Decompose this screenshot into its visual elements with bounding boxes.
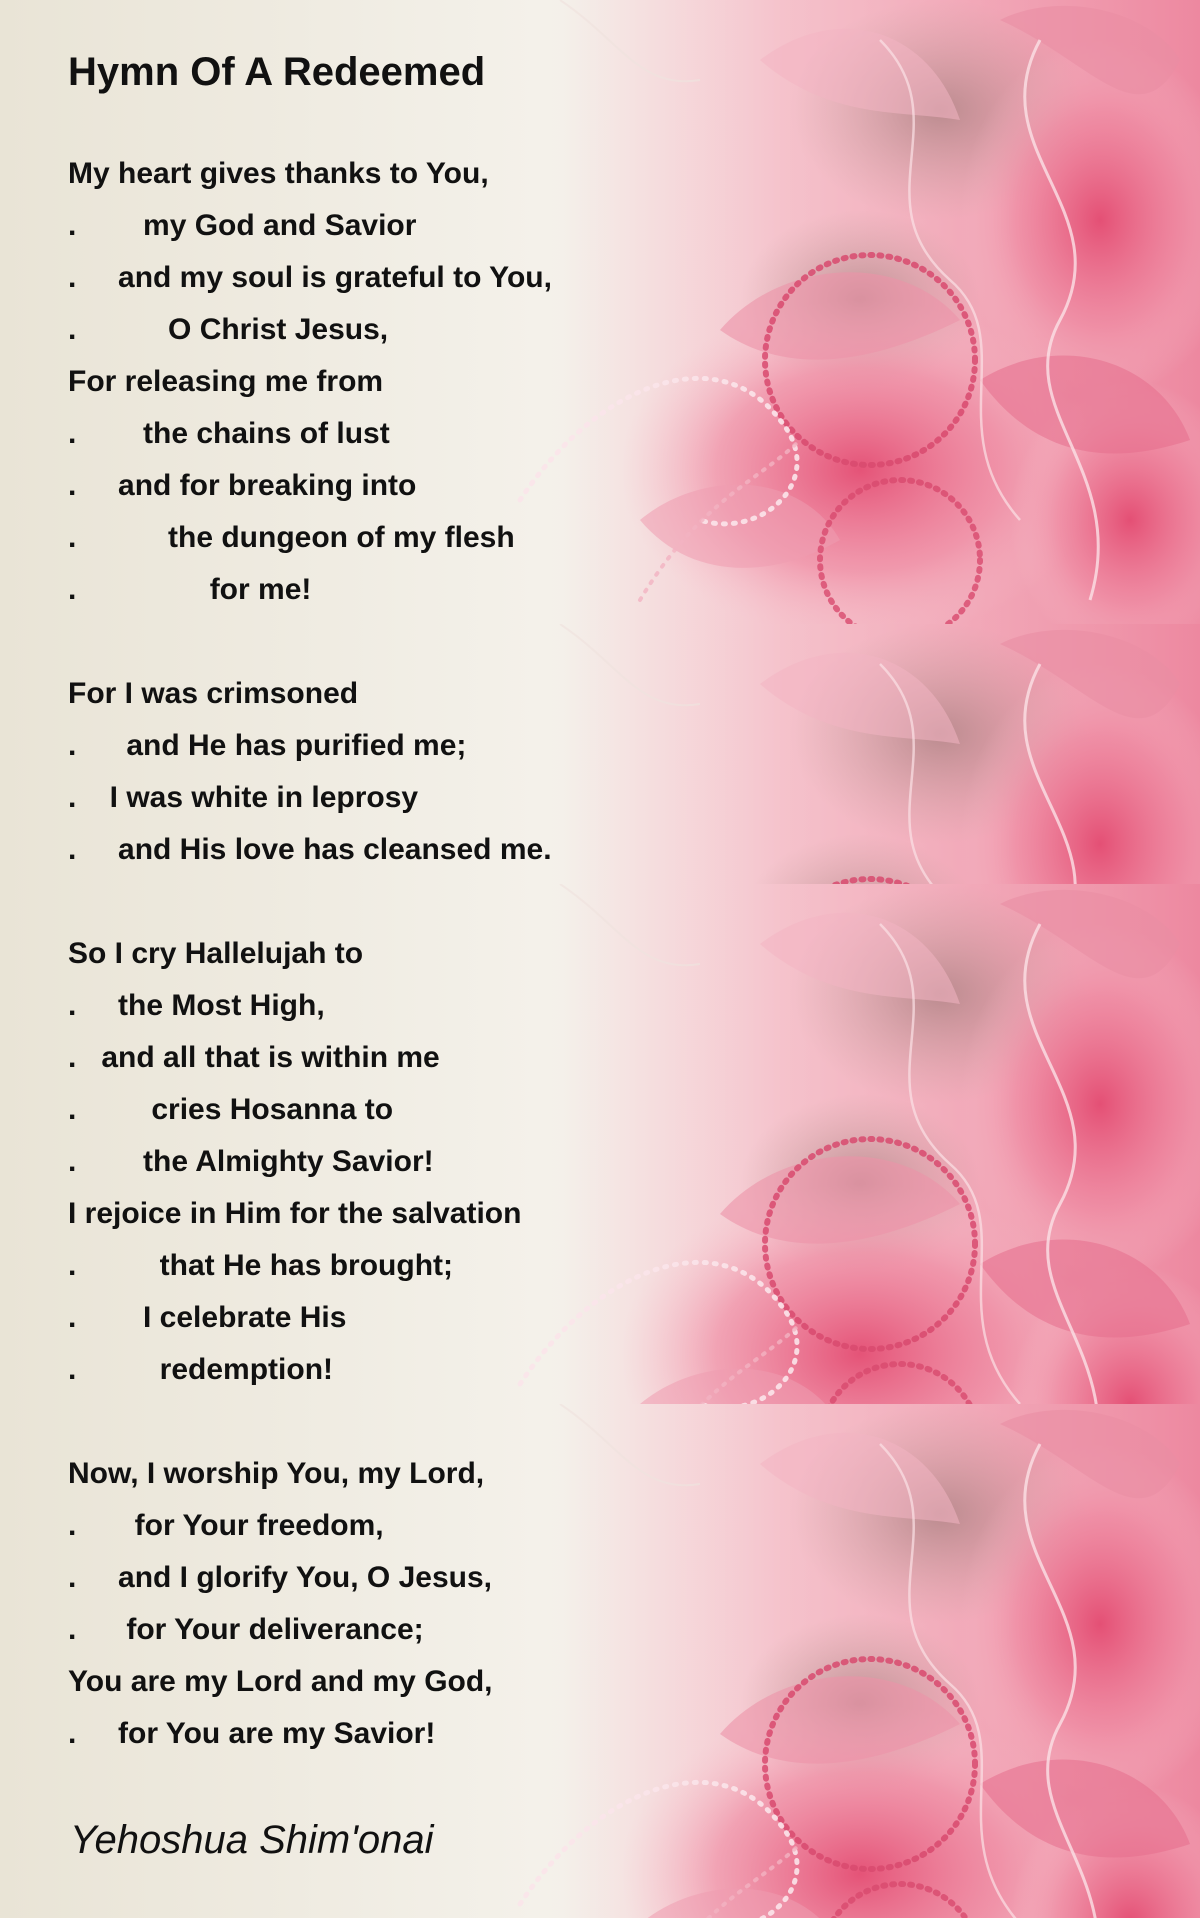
poem-line: . and I glorify You, O Jesus, — [68, 1561, 492, 1594]
poem-line: . and His love has cleansed me. — [68, 833, 552, 866]
poem-line: . and He has purified me; — [68, 729, 467, 762]
poem-line: . my God and Savior — [68, 209, 417, 242]
stanza-3 — [68, 928, 521, 1396]
poem-line: . for You are my Savior! — [68, 1717, 436, 1750]
poem-line: My heart gives thanks to You, — [68, 157, 489, 190]
poem-author: Yehoshua Shim'onai — [70, 1818, 434, 1862]
poem-line: . for Your freedom, — [68, 1509, 384, 1542]
poem-line: . the Almighty Savior! — [68, 1145, 434, 1178]
poem-line: . the dungeon of my flesh — [68, 521, 515, 554]
poem-line: Now, I worship You, my Lord, — [68, 1457, 485, 1490]
stanza-2 — [68, 668, 552, 876]
poem-line: You are my Lord and my God, — [68, 1665, 493, 1698]
poem-line: So I cry Hallelujah to — [68, 937, 364, 970]
poem-title: Hymn Of A Redeemed — [68, 50, 486, 94]
poem-line: . the Most High, — [68, 989, 325, 1022]
poem-line: . for Your deliverance; — [68, 1613, 424, 1646]
poem-line: . and for breaking into — [68, 469, 417, 502]
poem-line: . for me! — [68, 573, 312, 606]
poem-line: . I was white in leprosy — [68, 781, 419, 814]
poem-line: . and all that is within me — [68, 1041, 440, 1074]
stanza-4 — [68, 1448, 493, 1760]
poem-line: For releasing me from — [68, 365, 384, 398]
poem-line: . I celebrate His — [68, 1301, 347, 1334]
stanza-1 — [68, 148, 552, 616]
poem-line: For I was crimsoned — [68, 677, 359, 710]
poem-line: . the chains of lust — [68, 417, 390, 450]
poem-line: . and my soul is grateful to You, — [68, 261, 552, 294]
poem-line: I rejoice in Him for the salvation — [68, 1197, 522, 1230]
poem-line: . that He has brought; — [68, 1249, 454, 1282]
poem-line: . cries Hosanna to — [68, 1093, 394, 1126]
poem-line: . O Christ Jesus, — [68, 313, 389, 346]
poem-line: . redemption! — [68, 1353, 334, 1386]
